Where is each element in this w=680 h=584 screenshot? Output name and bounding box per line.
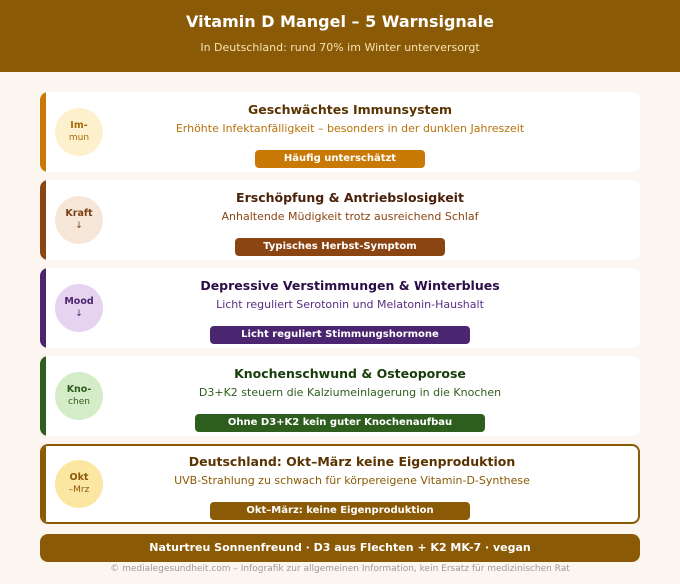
card-title: Knochenschwund & Osteoporose (234, 366, 466, 381)
warning-card-immune (40, 92, 640, 172)
card-badge: Häufig unterschätzt (255, 150, 425, 168)
card-badge: Licht reguliert Stimmungshormone (210, 326, 470, 344)
card-badge: Okt–März: keine Eigenproduktion (210, 502, 470, 520)
card-title: Geschwächtes Immunsystem (247, 102, 453, 117)
card-description: Licht reguliert Serotonin und Melatonin-Haushalt (216, 298, 484, 311)
page-title: Vitamin D Mangel – 5 Warnsignale (186, 12, 494, 31)
icon-label-bottom: ↓ (75, 221, 83, 231)
card-description: UVB-Strahlung zu schwach für körpereigene Vitamin-D-Synthese (174, 474, 530, 487)
icon-label-bottom: ↓ (75, 309, 83, 319)
icon-label-top: Kno- (66, 384, 92, 395)
warning-card-season (40, 444, 640, 524)
icon-label-top: Okt (69, 472, 89, 483)
card-title: Depressive Verstimmungen & Winterblues (200, 278, 500, 293)
copyright-notice: © medialegesundheit.com – Infografik zur allgemeinen Information, kein Ersatz für medizinischen Rat (110, 564, 570, 574)
card-description: Anhaltende Müdigkeit trotz ausreichend Schlaf (221, 210, 479, 223)
card-description: Erhöhte Infektanfälligkeit – besonders in der dunklen Jahreszeit (175, 122, 525, 135)
warning-card-bones (40, 356, 640, 436)
warning-card-mood (40, 268, 640, 348)
card-badge: Typisches Herbst-Symptom (235, 238, 445, 256)
card-description: D3+K2 steuern die Kalziumeinlagerung in die Knochen (198, 386, 502, 399)
card-title: Deutschland: Okt–März keine Eigenproduktion (188, 454, 516, 469)
card-title: Erschöpfung & Antriebslosigkeit (236, 190, 464, 205)
warning-card-fatigue (40, 180, 640, 260)
icon-label-top: Kraft (65, 208, 93, 219)
icon-label-bottom: chen (68, 397, 90, 407)
page-subtitle: In Deutschland: rund 70% im Winter unterversorgt (200, 41, 480, 54)
icon-label-bottom: mun (68, 133, 90, 143)
card-badge: Ohne D3+K2 kein guter Knochenaufbau (195, 414, 485, 432)
header-banner (0, 0, 680, 72)
icon-label-top: Mood (64, 296, 94, 307)
icon-label-top: Im- (70, 120, 88, 131)
icon-label-bottom: –Mrz (68, 485, 90, 495)
product-banner: Naturtreu Sonnenfreund · D3 aus Flechten + K2 MK-7 · vegan (40, 534, 640, 562)
